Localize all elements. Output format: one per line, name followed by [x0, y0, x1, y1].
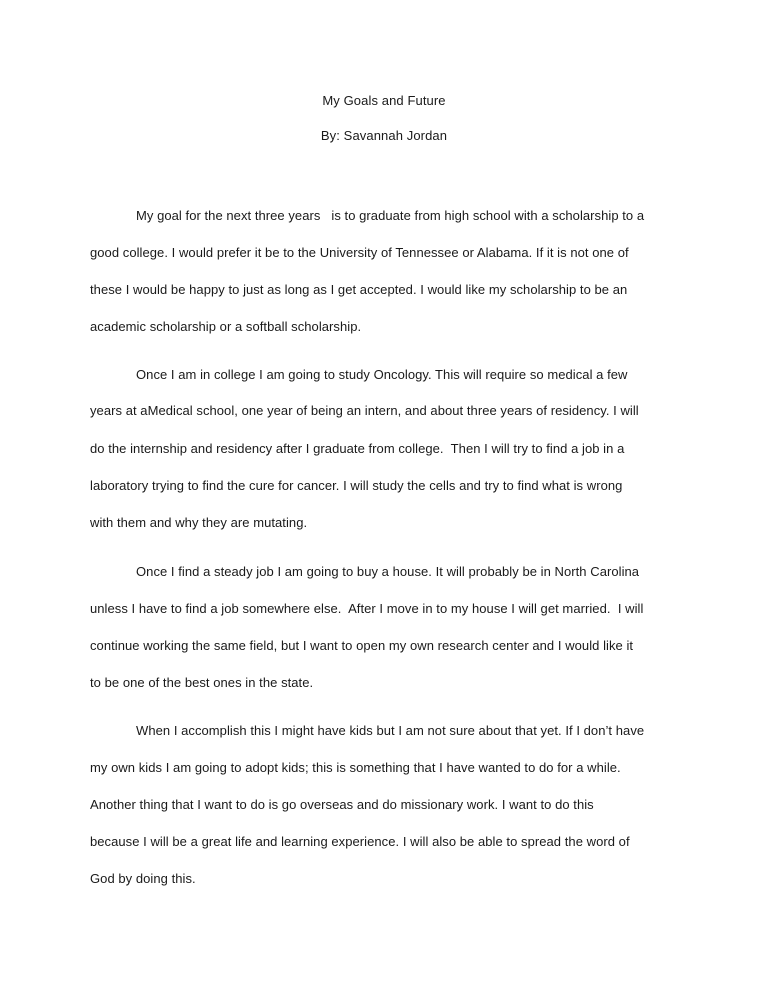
paragraph-1-line-1: My goal for the next three years is to graduate from high school with a scholarship to a: [136, 208, 645, 223]
paragraph-4-line-5: God by doing this.: [90, 871, 196, 886]
paragraph-3-line-3: continue working the same field, but I want to open my own research center and I would like it: [90, 638, 634, 653]
paragraph-3-line-2: unless I have to find a job somewhere else. After I move in to my house I will get married. I will: [90, 601, 644, 616]
paragraph-2-line-1: Once I am in college I am going to study Oncology. This will require so medical a few: [136, 367, 628, 382]
paragraph-3-line-4: to be one of the best ones in the state.: [90, 675, 314, 690]
paragraph-4-line-1: When I accomplish this I might have kids but I am not sure about that yet. If I don’t have: [136, 723, 645, 738]
paragraph-1-line-4: academic scholarship or a softball scholarship.: [90, 319, 362, 334]
paragraph-1-line-2: good college. I would prefer it be to the University of Tennessee or Alabama. If it is not one of: [90, 245, 629, 260]
paragraph-1-line-3: these I would be happy to just as long as I get accepted. I would like my scholarship to be an: [90, 282, 628, 297]
paragraph-4-line-4: because I will be a great life and learning experience. I will also be able to spread the word of: [90, 834, 630, 849]
paragraph-2-line-3: do the internship and residency after I graduate from college. Then I will try to find a job in a: [90, 441, 625, 456]
paragraph-4-line-2: my own kids I am going to adopt kids; this is something that I have wanted to do for a while.: [90, 760, 621, 775]
paragraph-2-line-4: laboratory trying to find the cure for cancer. I will study the cells and try to find what is wrong: [90, 478, 623, 493]
paragraph-2-line-5: with them and why they are mutating.: [90, 515, 308, 530]
document-byline: By: Savannah Jordan: [320, 128, 448, 143]
document-title: My Goals and Future: [322, 93, 446, 108]
paragraph-4-line-3: Another thing that I want to do is go overseas and do missionary work. I want to do this: [90, 797, 594, 812]
paragraph-3-line-1: Once I find a steady job I am going to buy a house. It will probably be in North Carolina: [136, 564, 640, 579]
paragraph-2-line-2: years at aMedical school, one year of being an intern, and about three years of residency. I will: [90, 403, 639, 418]
